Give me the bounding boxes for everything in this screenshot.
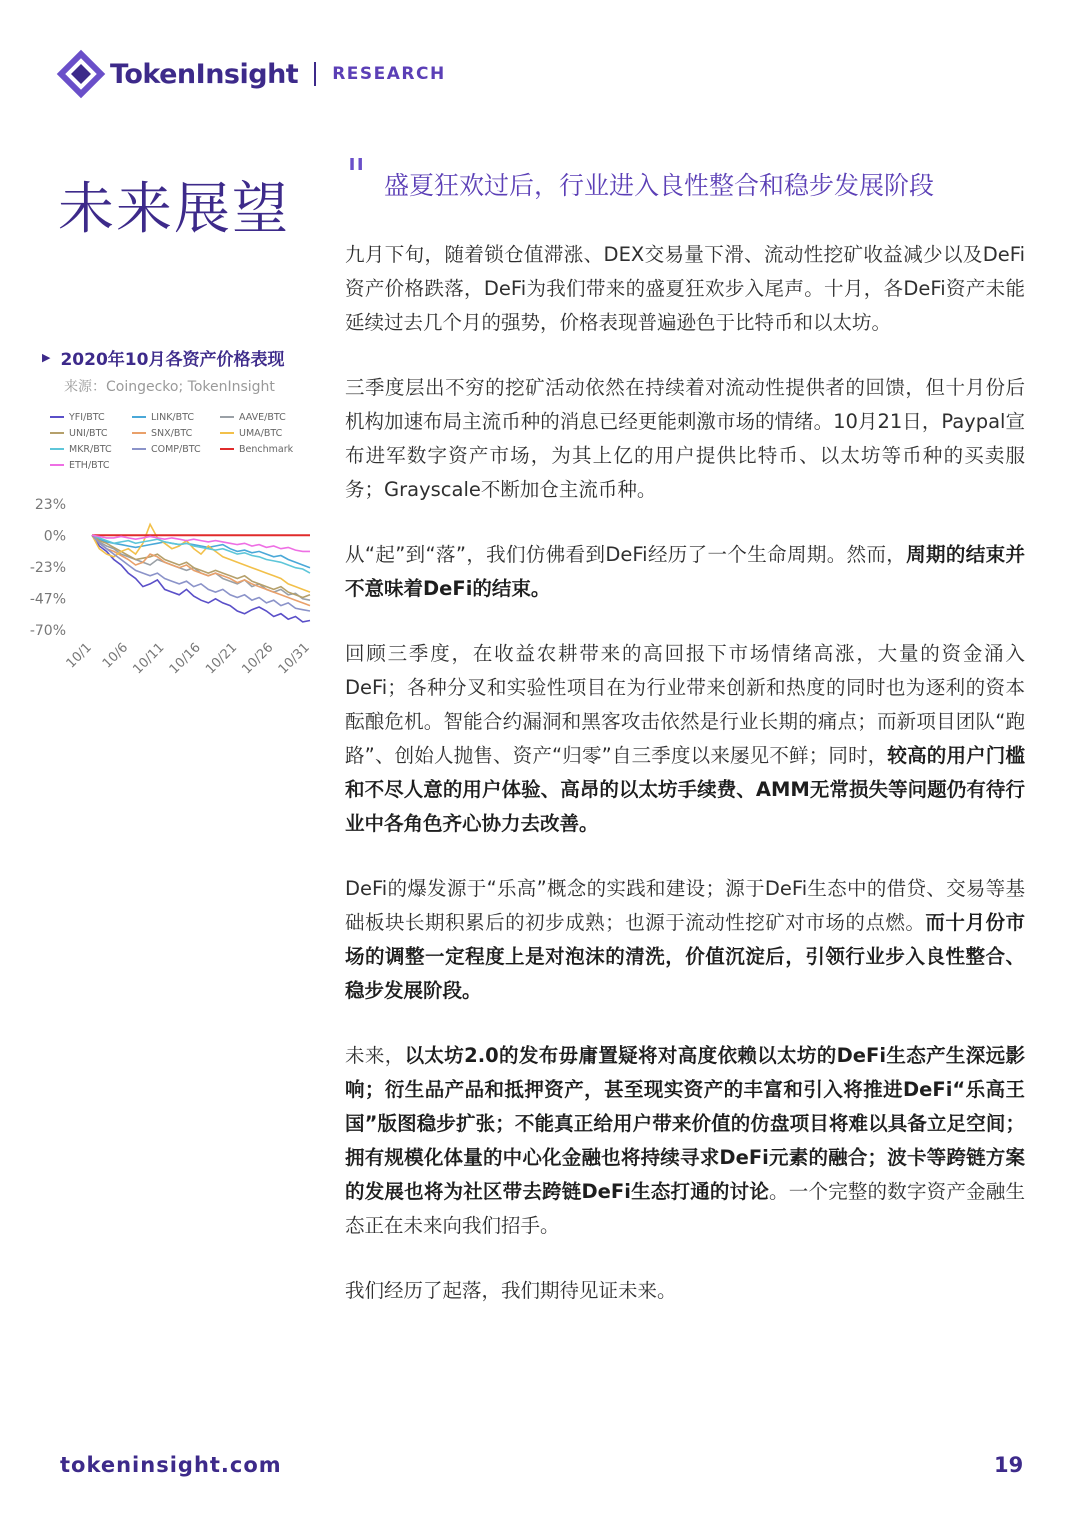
text-run: 三季度层出不穷的挖矿活动依然在持续着对流动性提供者的回馈，但十月份后机构加速布局主流币种的消息已经更能刺激市场的情绪。10月21日，Paypal宣布进军数字资产市场，为其上亿的用户提供比特币、以太坊等币种的买卖服务；Grayscale不断加仓主流币种。 bbox=[345, 376, 1025, 501]
bold-text: 周期的结束并不意味着DeFi的结束。 bbox=[345, 543, 1025, 600]
header-divider bbox=[314, 62, 316, 86]
legend-swatch bbox=[50, 432, 64, 434]
paragraph bbox=[345, 371, 1025, 507]
series-line-eth-btc bbox=[92, 535, 310, 551]
legend-label: YFI/BTC bbox=[69, 411, 105, 423]
legend-swatch bbox=[132, 448, 146, 450]
chart-title-row bbox=[42, 345, 330, 370]
text-run: 回顾三季度，在收益农耕带来的高回报下市场情绪高涨，大量的资金涌入DeFi；各种分叉和实验性项目在为行业带来创新和热度的同时也为逐利的资本酝酿危机。智能合约漏洞和黑客攻击依然是行业长期的痛点；而新项目团队“跑路”、创始人抛售、资产“归零”自三季度以来屡见不鲜；同时， bbox=[345, 642, 1025, 767]
x-tick-label: 10/11 bbox=[130, 640, 168, 678]
legend-swatch bbox=[220, 432, 234, 434]
paragraph bbox=[345, 872, 1025, 1008]
y-tick-label: 23% bbox=[34, 497, 66, 513]
x-tick-label: 10/16 bbox=[166, 640, 204, 678]
x-tick-label: 10/31 bbox=[275, 640, 313, 678]
legend-swatch bbox=[132, 432, 146, 434]
x-tick-label: 10/21 bbox=[203, 640, 241, 678]
footer-url[interactable]: tokeninsight.com bbox=[60, 1453, 282, 1477]
x-tick-label: 10/26 bbox=[239, 640, 277, 678]
legend-label: LINK/BTC bbox=[151, 411, 195, 423]
legend-item bbox=[132, 410, 220, 424]
text-run: 我们经历了起落，我们期待见证未来。 bbox=[345, 1279, 677, 1302]
paragraph bbox=[345, 1274, 1025, 1308]
legend-swatch bbox=[50, 416, 64, 418]
y-tick-label: -47% bbox=[29, 591, 66, 608]
pull-quote: 盛夏狂欢过后，行业进入良性整合和稳步发展阶段 bbox=[384, 171, 935, 200]
bold-text: 以太坊2.0的发布毋庸置疑将对高度依赖以太坊的DeFi生态产生深远影响；衍生品产品和抵押资产，甚至现实资产的丰富和引入将推进DeFi“乐高王国”版图稳步扩张；不能真正给用户带来价值的仿盘项目将难以具备立足空间；拥有规模化体量的中心化金融也将持续寻求DeFi元素的融合；波卡等跨链方案的发展也将为社区带去跨链DeFi生态打通的讨论 bbox=[345, 1044, 1025, 1203]
x-tick-label: 10/6 bbox=[99, 640, 132, 672]
text-run: 未来， bbox=[345, 1044, 405, 1067]
legend-swatch bbox=[220, 416, 234, 418]
legend-label: Benchmark bbox=[239, 443, 294, 455]
chart-source: 来源：Coingecko; TokenInsight bbox=[64, 379, 275, 395]
legend-item bbox=[220, 442, 330, 456]
paragraph bbox=[345, 238, 1025, 340]
legend-swatch bbox=[220, 448, 234, 450]
x-tick-label: 10/1 bbox=[63, 640, 95, 672]
legend-item bbox=[220, 426, 330, 440]
legend-label: UMA/BTC bbox=[239, 427, 283, 439]
text-run: 从“起”到“落”，我们仿佛看到DeFi经历了一个生命周期。然而， bbox=[345, 543, 907, 566]
paragraph bbox=[345, 538, 1025, 606]
y-tick-label: -70% bbox=[29, 623, 66, 639]
legend-item bbox=[50, 442, 132, 456]
legend-item bbox=[50, 426, 132, 440]
line-chart bbox=[29, 484, 330, 684]
legend-item bbox=[132, 426, 220, 440]
chart-title: 2020年10月各资产价格表现 bbox=[60, 350, 285, 370]
paragraph bbox=[345, 637, 1025, 841]
text-run: DeFi的爆发源于“乐高”概念的实践和建设；源于DeFi生态中的借贷、交易等基础板块长期积累后的初步成熟；也源于流动性挖矿对市场的点燃。 bbox=[345, 877, 1025, 934]
text-run: 九月下旬，随着锁仓值滞涨、DEX交易量下滑、流动性挖矿收益减少以及DeFi资产价格跌落，DeFi为我们带来的盛夏狂欢步入尾声。十月，各DeFi资产未能延续过去几个月的强势，价格表现普遍逊色于比特币和以太坊。 bbox=[345, 243, 1025, 334]
legend-label: SNX/BTC bbox=[151, 427, 193, 439]
legend-label: MKR/BTC bbox=[69, 443, 112, 455]
bold-text: 而十月份市场的调整一定程度上是对泡沫的清洗，价值沉淀后，引领行业步入良性整合、稳步发展阶段。 bbox=[345, 911, 1025, 1002]
quote-mark: " bbox=[346, 150, 367, 201]
section-title: 未来展望 bbox=[58, 177, 290, 242]
paragraph bbox=[345, 1039, 1025, 1243]
section-label: RESEARCH bbox=[332, 64, 446, 84]
legend-swatch bbox=[132, 416, 146, 418]
legend-item bbox=[132, 442, 220, 456]
legend-item bbox=[220, 410, 330, 424]
legend-swatch bbox=[50, 464, 64, 466]
triangle-bullet-icon: ▶ bbox=[42, 351, 51, 364]
legend-label: UNI/BTC bbox=[69, 427, 108, 439]
header bbox=[58, 52, 446, 96]
article-body bbox=[345, 238, 1025, 1339]
legend-item bbox=[50, 458, 132, 472]
legend-swatch bbox=[50, 448, 64, 450]
chart-legend bbox=[50, 410, 330, 472]
chart-block bbox=[29, 345, 330, 684]
bold-text: 较高的用户门槛和不尽人意的用户体验、高昂的以太坊手续费、AMM无常损失等问题仍有待行业中各角色齐心协力去改善。 bbox=[345, 744, 1025, 835]
y-tick-label: 0% bbox=[43, 528, 66, 545]
page-number: 19 bbox=[994, 1453, 1024, 1477]
legend-label: AAVE/BTC bbox=[239, 411, 286, 423]
y-tick-label: -23% bbox=[29, 560, 66, 576]
legend-label: COMP/BTC bbox=[151, 443, 201, 455]
text-run: 。一个完整的数字资产金融生态正在未来向我们招手。 bbox=[345, 1180, 1025, 1237]
tokeninsight-logo-icon bbox=[58, 51, 104, 97]
brand-name: TokenInsight bbox=[110, 58, 299, 90]
legend-label: ETH/BTC bbox=[69, 459, 110, 471]
legend-item bbox=[50, 410, 132, 424]
